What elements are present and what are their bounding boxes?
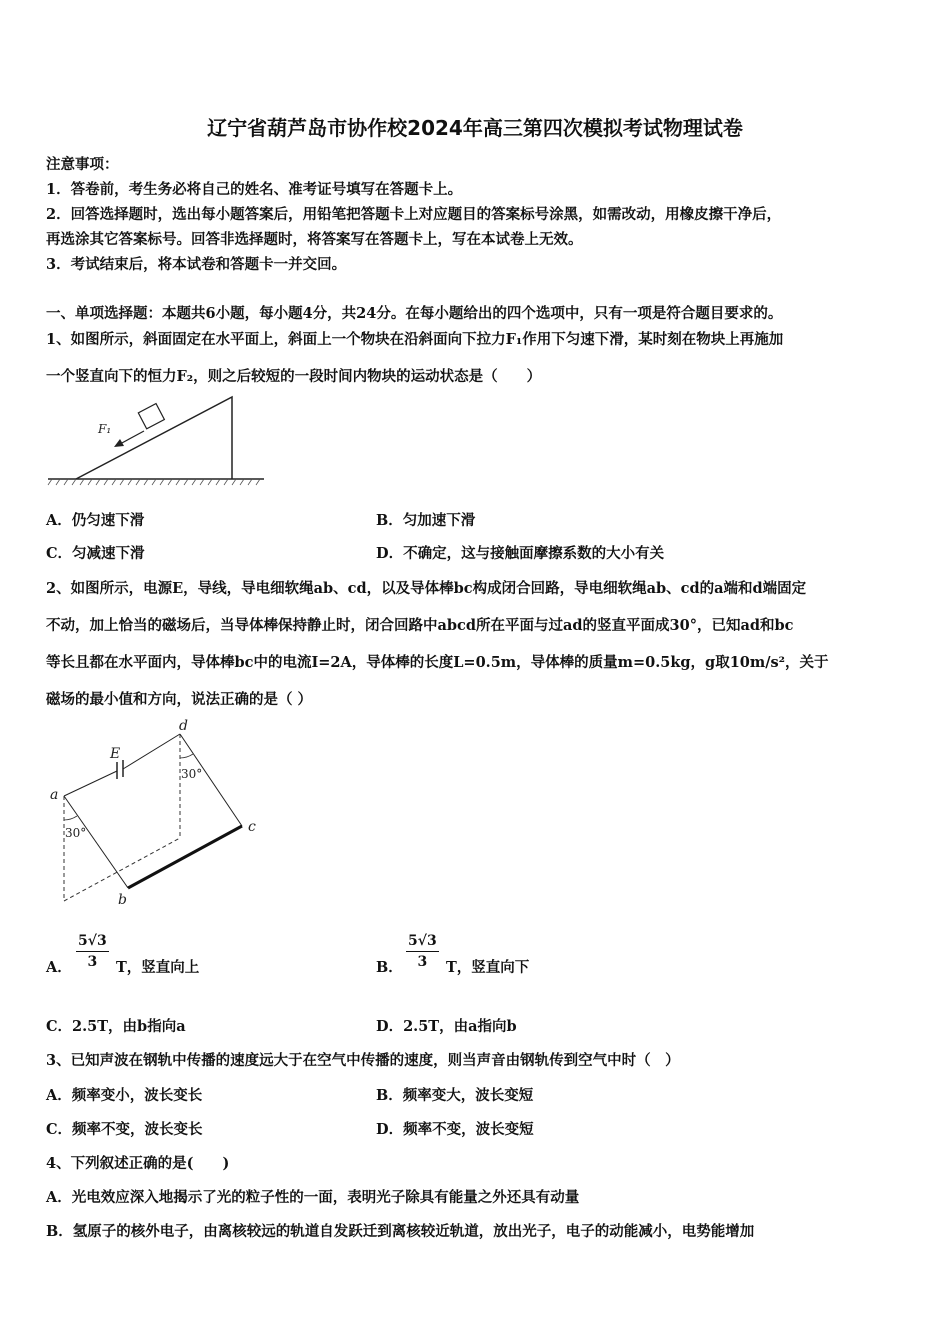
notice-heading: 注意事项： xyxy=(46,156,119,173)
q3-option-a[interactable]: A．频率变小，波长变长 xyxy=(46,1087,203,1104)
q2-option-a-numerator: 5√3 xyxy=(78,933,107,949)
notice-item-2-cont: 再选涂其它答案标号。回答非选择题时，将答案写在答题卡上，写在本试卷上无效。 xyxy=(46,231,583,248)
q2-option-b-numerator: 5√3 xyxy=(408,933,437,949)
q2-option-b-prefix[interactable]: B． xyxy=(376,959,403,976)
q2-option-a-denominator: 3 xyxy=(87,954,98,970)
q2-option-a-text[interactable]: T，竖直向上 xyxy=(116,959,200,976)
q1-block xyxy=(138,404,164,429)
notice-item-3: 3．考试结束后，将本试卷和答题卡一并交回。 xyxy=(46,256,347,273)
section-heading: 一、单项选择题：本题共6小题，每小题4分，共24分。在每小题给出的四个选项中，只有一项是符合题目要求的。 xyxy=(46,305,783,322)
q2-stem-line2: 不动，加上恰当的磁场后，当导体棒保持静止时，闭合回路中abcd所在平面与过ad的竖直平面成30°，已知ad和bc xyxy=(46,617,794,634)
q3-option-b[interactable]: B．频率变大，波长变短 xyxy=(376,1087,534,1104)
q2-option-b-fraction xyxy=(406,933,439,970)
q2-circuit-figure xyxy=(40,716,270,912)
q1-option-b[interactable]: B．匀加速下滑 xyxy=(376,512,476,529)
q4-option-b[interactable]: B．氢原子的核外电子，由离核较远的轨道自发跃迁到离核较近轨道，放出光子，电子的动能减小，电势能增加 xyxy=(46,1223,755,1240)
q1-option-d[interactable]: D．不确定，这与接触面摩擦系数的大小有关 xyxy=(376,545,665,562)
q2-option-b-denominator: 3 xyxy=(417,954,428,970)
page-title: 辽宁省葫芦岛市协作校2024年高三第四次模拟考试物理试卷 xyxy=(207,116,743,140)
q1-option-c[interactable]: C．匀减速下滑 xyxy=(46,545,145,562)
q2-angle-d: 30° xyxy=(181,767,203,781)
q2-option-b-text[interactable]: T，竖直向下 xyxy=(446,959,530,976)
q2-option-a-prefix[interactable]: A． xyxy=(46,959,72,976)
q3-stem: 3、已知声波在钢轨中传播的速度远大于在空气中传播的速度，则当声音由钢轨传到空气中时（ ） xyxy=(46,1052,680,1069)
q2-label-b: b xyxy=(118,892,127,908)
q2-label-a: a xyxy=(50,787,59,803)
q2-label-d: d xyxy=(179,718,188,734)
q2-label-c: c xyxy=(248,819,256,835)
q3-option-c[interactable]: C．频率不变，波长变长 xyxy=(46,1121,203,1138)
q2-stem-line3: 等长且都在水平面内，导体棒bc中的电流I=2A，导体棒的长度L=0.5m，导体棒的质量m=0.5kg，g取10m/s²，关于 xyxy=(46,654,829,671)
q4-option-a[interactable]: A．光电效应深入地揭示了光的粒子性的一面，表明光子除具有能量之外还具有动量 xyxy=(46,1189,580,1206)
notice-item-2: 2．回答选择题时，选出每小题答案后，用铅笔把答题卡上对应题目的答案标号涂黑，如需改动，用橡皮擦干净后， xyxy=(46,206,782,223)
q2-angle-a: 30° xyxy=(65,826,87,840)
q1-force-label: F₁ xyxy=(98,422,112,436)
q3-option-d[interactable]: D．频率不变，波长变短 xyxy=(376,1121,534,1138)
q1-stem-line2: 一个竖直向下的恒力F₂，则之后较短的一段时间内物块的运动状态是（ ） xyxy=(46,368,542,385)
q1-option-a[interactable]: A．仍匀速下滑 xyxy=(46,512,145,529)
q2-stem-line1: 2、如图所示，电源E，导线，导电细软绳ab、cd，以及导体棒bc构成闭合回路，导电细软绳ab、cd的a端和d端固定 xyxy=(46,580,807,597)
q2-option-d[interactable]: D．2.5T，由a指向b xyxy=(376,1018,517,1035)
q1-incline-figure xyxy=(40,393,272,487)
q2-option-a-fraction xyxy=(76,933,109,970)
q2-stem-line4: 磁场的最小值和方向，说法正确的是（ ） xyxy=(46,691,313,708)
q2-label-e: E xyxy=(110,746,121,762)
q4-stem: 4、下列叙述正确的是( ) xyxy=(46,1155,230,1172)
q2-option-c[interactable]: C．2.5T，由b指向a xyxy=(46,1018,186,1035)
notice-item-1: 1．答卷前，考生务必将自己的姓名、准考证号填写在答题卡上。 xyxy=(46,181,463,198)
q1-stem-line1: 1、如图所示，斜面固定在水平面上，斜面上一个物块在沿斜面向下拉力F₁作用下匀速下滑，某时刻在物块上再施加 xyxy=(46,331,784,348)
